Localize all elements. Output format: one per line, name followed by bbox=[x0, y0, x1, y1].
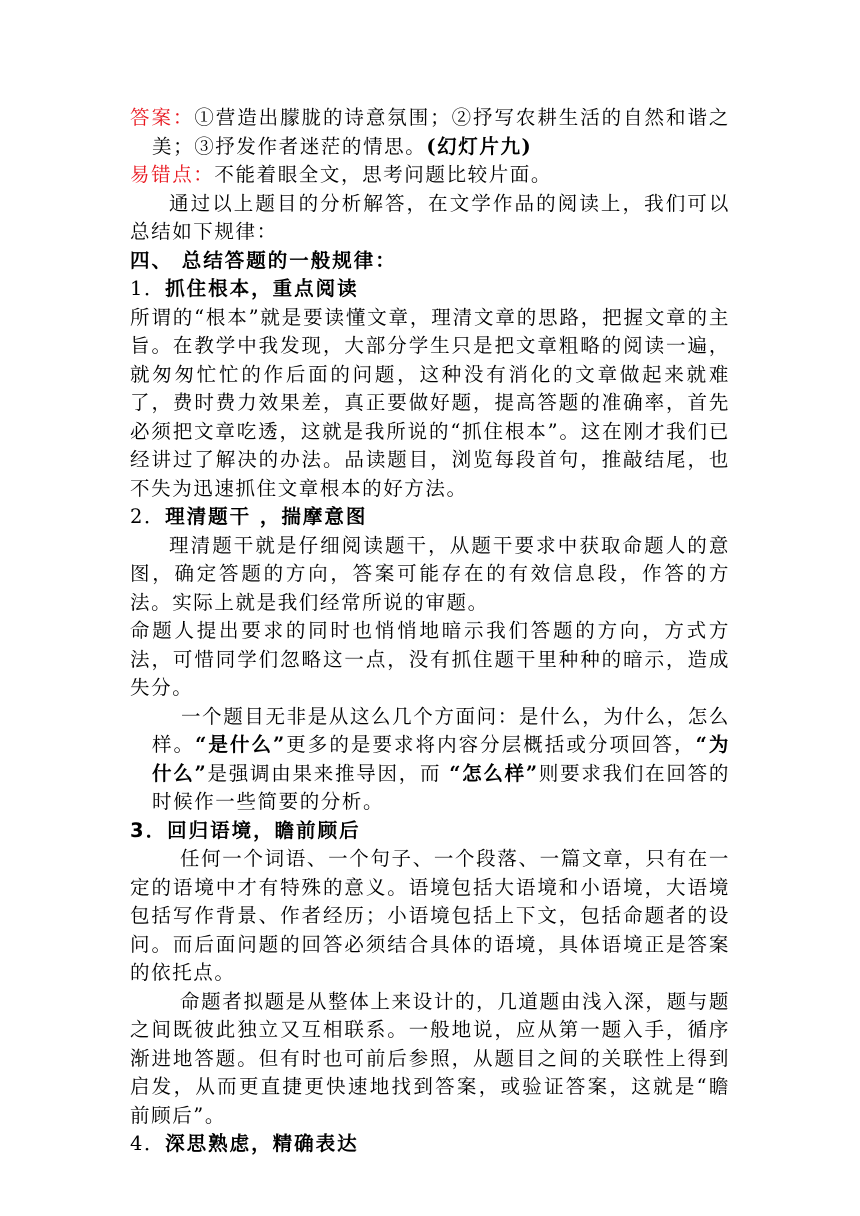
error-paragraph bbox=[130, 161, 730, 190]
error-text: 不能着眼全文，思考问题比较片面。 bbox=[214, 163, 553, 186]
rule-1-number: 1． bbox=[130, 277, 166, 300]
rule-2-title: 理清题干 ，揣摩意图 bbox=[165, 505, 368, 528]
rule-2-body-3-d: 则要求我们在回答的时候作一些简要的分析。 bbox=[152, 761, 730, 813]
quote-how: “怎么样” bbox=[449, 761, 539, 785]
rule-2-body-3-b: 更多的是要求将内容分层概括或分项回答， bbox=[285, 733, 696, 756]
answer-text: ①营造出朦胧的诗意氛围；②抒写农耕生活的自然和谐之美；③抒发作者迷茫的情思。 bbox=[152, 106, 730, 158]
rule-2-body-3-c: 是强调由果来推导因，而 bbox=[207, 761, 450, 785]
rule-3-heading bbox=[130, 817, 730, 846]
rule-2-body-1: 理清题干就是仔细阅读题干，从题干要求中获取命题人的意图，确定答题的方向，答案可能存在的有效信息段，作答的方法。实际上就是我们经常所说的审题。 bbox=[130, 533, 730, 614]
rule-4-heading bbox=[130, 1130, 730, 1159]
rule-3-body-1: 任何一个词语、一个句子、一个段落、一篇文章，只有在一定的语境中才有特殊的意义。语境包括大语境和小语境，大语境包括写作背景、作者经历；小语境包括上下文，包括命题者的设问。而后面问题的回答必须结合具体的语境，具体语境正是答案的依托点。 bbox=[130, 847, 730, 984]
rule-3-number: 3． bbox=[130, 818, 168, 842]
rule-2-body-3-a: 一个题目无非是从这么几个方面问：是什么，为什么，怎么样。 bbox=[152, 704, 730, 756]
rule-4-number: 4． bbox=[130, 1132, 166, 1155]
rule-2-body-2: 命题人提出要求的同时也悄悄地暗示我们答题的方向，方式方法，可惜同学们忽略这一点，没有抓住题干里种种的暗示，造成失分。 bbox=[130, 619, 730, 699]
rule-2-number: 2． bbox=[130, 505, 166, 528]
section-heading: 四、 总结答题的一般规律： bbox=[130, 248, 397, 272]
rule-2-heading bbox=[130, 503, 730, 532]
quote-why: “为什么” bbox=[152, 733, 730, 785]
intro-paragraph: 通过以上题目的分析解答，在文学作品的阅读上，我们可以总结如下规律： bbox=[130, 191, 730, 243]
rule-3-title: 回归语境，瞻前顾后 bbox=[167, 818, 361, 842]
slide-reference: (幻灯片九) bbox=[426, 134, 533, 158]
document-page bbox=[130, 104, 730, 1159]
rule-1-title: 抓住根本，重点阅读 bbox=[165, 277, 359, 300]
rule-1-body: 所谓的“根本”就是要读懂文章，理清文章的思路，把握文章的主旨。在教学中我发现，大部分学生只是把文章粗略的阅读一遍，就匆匆忙忙的作后面的问题，这种没有消化的文章做起来就难了，费时费力效果差，真正要做好题，提高答题的准确率，首先必须把文章吃透，这就是我所说的“抓住根本”。这在刚才我们已经讲过了解决的办法。品读题目，浏览每段首句，推敲结尾，也不失为迅速抓住文章根本的好方法。 bbox=[130, 305, 730, 500]
rule-2-body-3 bbox=[130, 703, 730, 817]
rule-4-title: 深思熟虑，精确表达 bbox=[165, 1132, 359, 1155]
answer-paragraph bbox=[130, 104, 730, 161]
error-label: 易错点： bbox=[130, 163, 215, 186]
answer-label: 答案： bbox=[130, 106, 195, 129]
rule-1-heading bbox=[130, 275, 730, 304]
quote-what: “是什么” bbox=[195, 733, 286, 756]
rule-3-body-2: 命题者拟题是从整体上来设计的，几道题由浅入深，题与题之间既彼此独立又互相联系。一般地说，应从第一题入手，循序渐进地答题。但有时也可前后参照，从题目之间的关联性上得到启发，从而更直捷更快速地找到答案，或验证答案，这就是“瞻前顾后”。 bbox=[130, 989, 730, 1127]
